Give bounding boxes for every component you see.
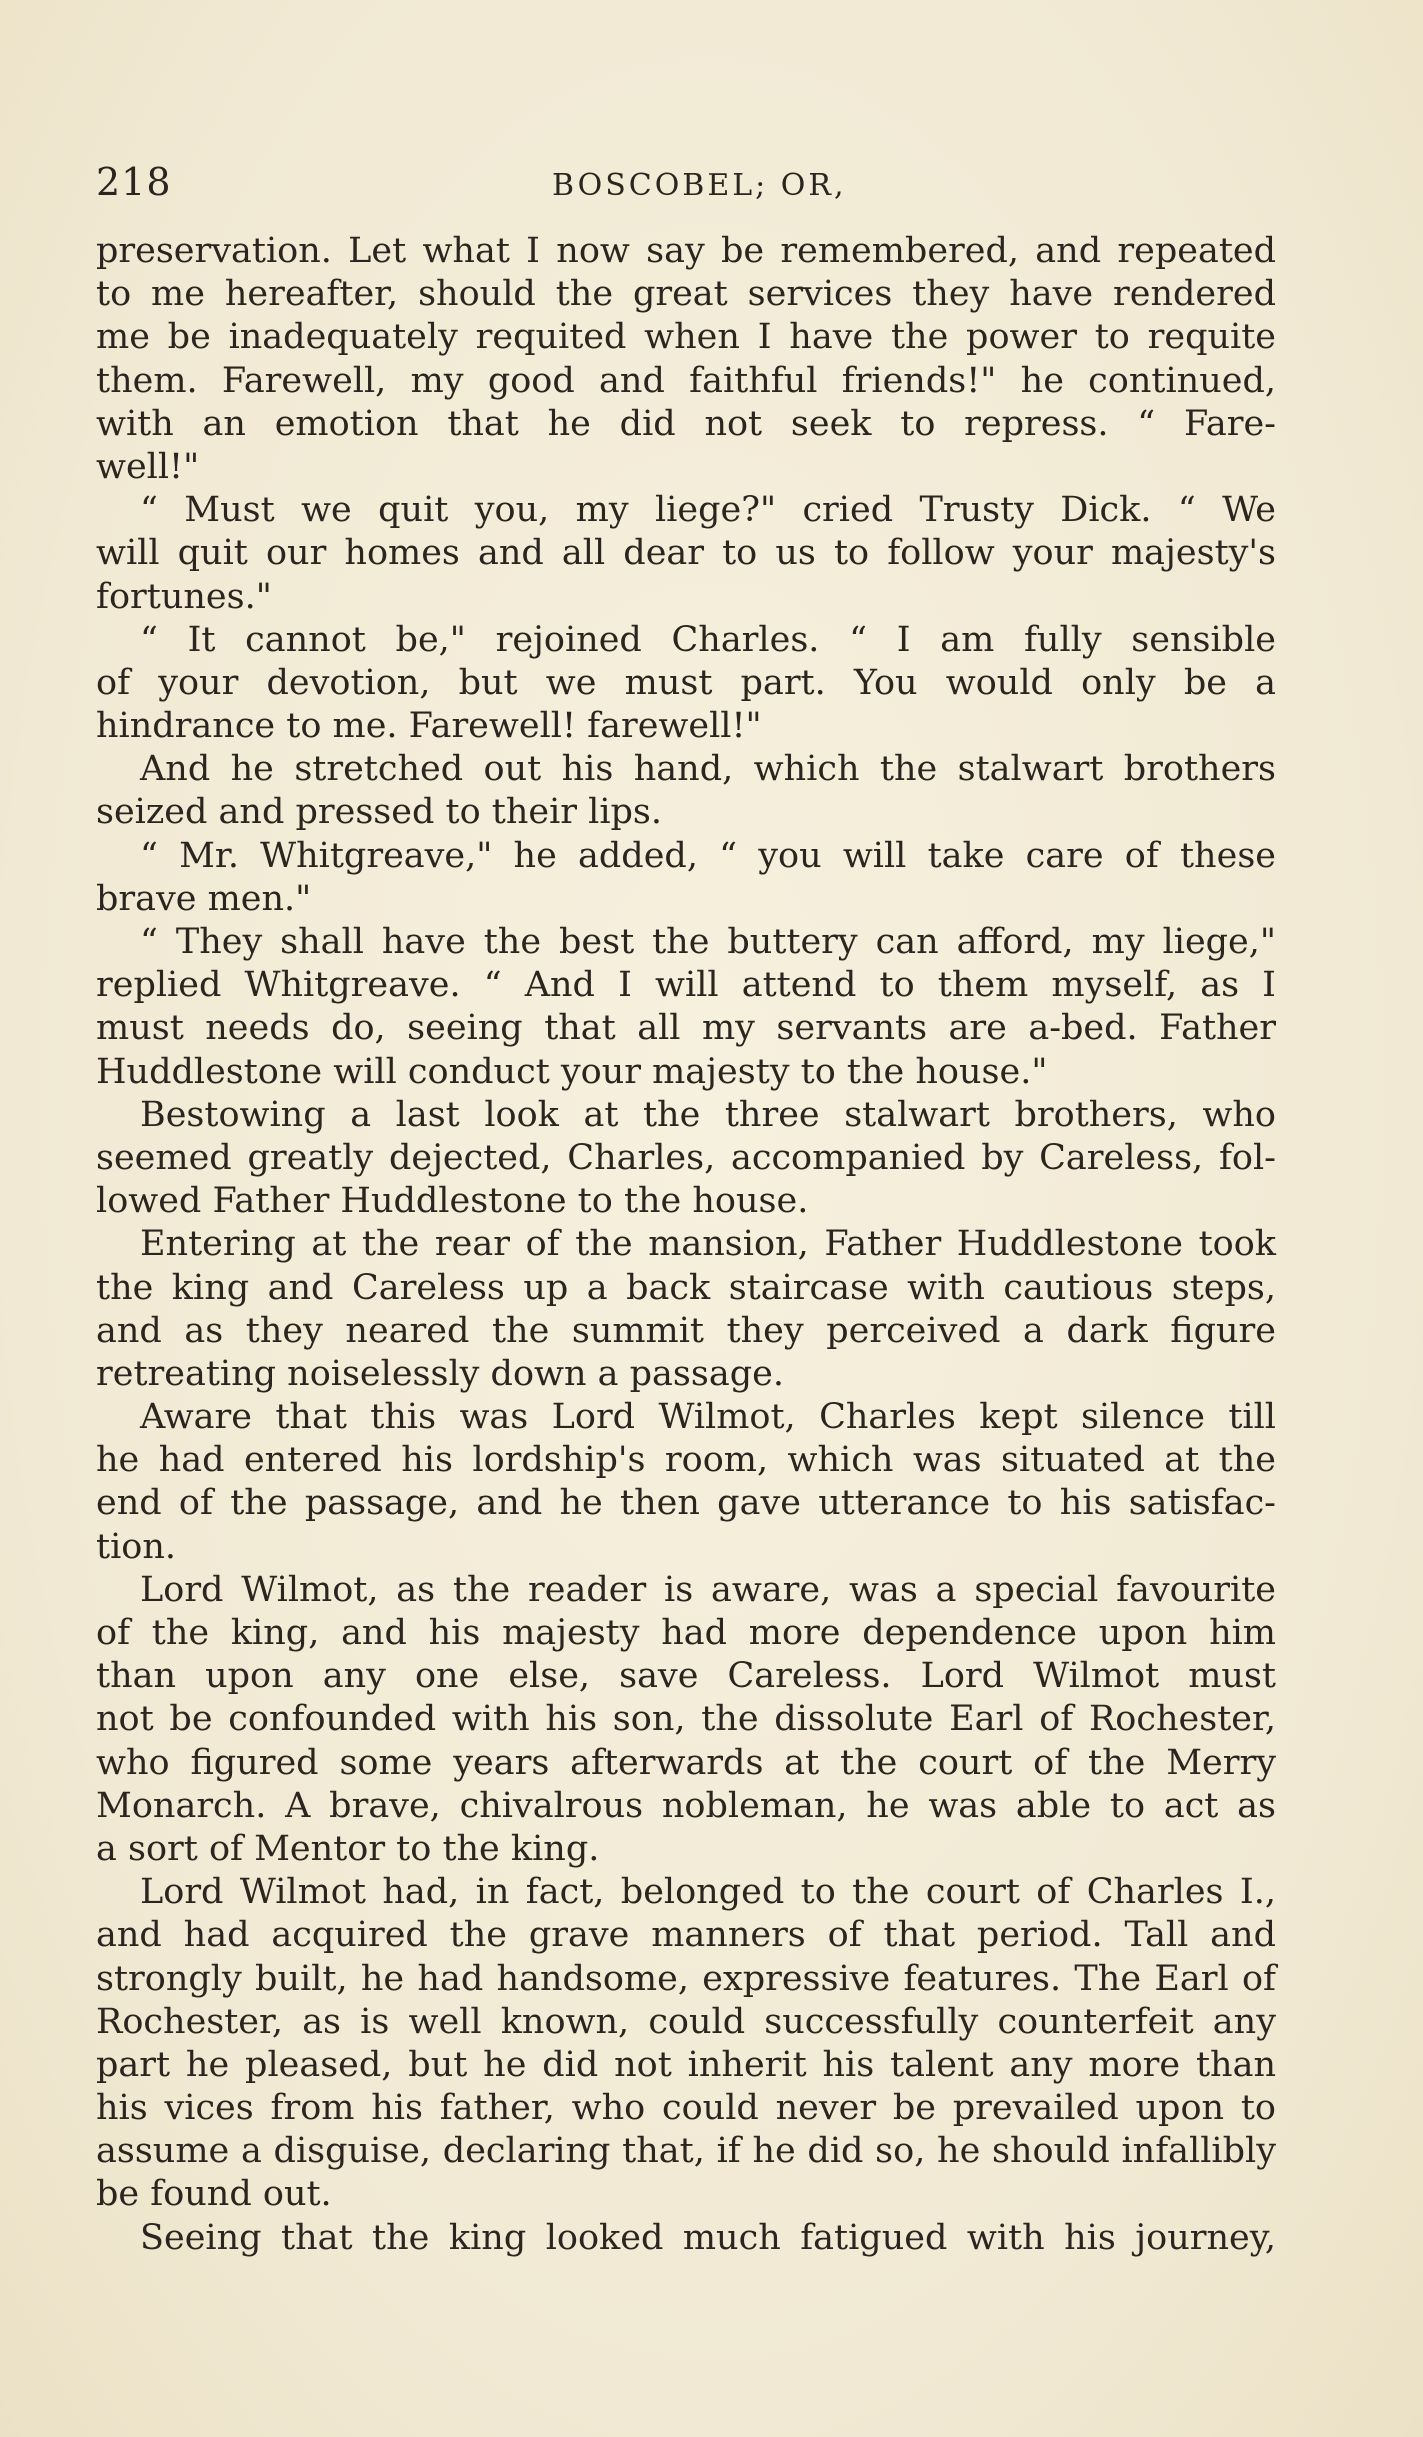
text-line: preservation. Let what I now say be remembered, and repeated: [96, 231, 1276, 271]
text-line: be found out.: [96, 2174, 332, 2215]
text-line: seized and pressed to their lips.: [96, 792, 663, 833]
text-line: assume a disguise, declaring that, if he did so, he should infallibly: [96, 2131, 1276, 2172]
text-line: “ Mr. Whitgreave," he added, “ you will take care of these: [140, 835, 1276, 876]
text-line: to me hereafter, should the great services they have rendered: [96, 274, 1276, 315]
text-line: “ They shall have the best the buttery can afford, my liege,": [140, 922, 1276, 962]
text-line: Entering at the rear of the mansion, Father Huddlestone took: [140, 1224, 1276, 1265]
text-line: Lord Wilmot had, in fact, belonged to the court of Charles I.,: [140, 1872, 1276, 1913]
text-line: the king and Careless up a back staircase with cautious steps,: [96, 1267, 1276, 1308]
text-line: seemed greatly dejected, Charles, accompanied by Careless, fol-: [96, 1137, 1276, 1178]
text-line: Monarch. A brave, chivalrous nobleman, he was able to act as: [96, 1785, 1276, 1826]
text-line: tion.: [96, 1526, 176, 1567]
text-line: Lord Wilmot, as the reader is aware, was a special favourite: [140, 1569, 1276, 1610]
text-line: Huddlestone will conduct your majesty to the house.": [96, 1051, 1048, 1092]
text-line: replied Whitgreave. “ And I will attend to them myself, as I: [96, 965, 1276, 1006]
text-line: lowed Father Huddlestone to the house.: [96, 1181, 809, 1222]
text-line: of the king, and his majesty had more dependence upon him: [96, 1613, 1276, 1653]
text-line: must needs do, seeing that all my servants are a-bed. Father: [96, 1008, 1276, 1049]
text-line: “ It cannot be," rejoined Charles. “ I am fully sensible: [140, 619, 1276, 660]
text-line: me be inadequately requited when I have the power to requite: [96, 317, 1276, 358]
text-line: and as they neared the summit they perceived a dark figure: [96, 1310, 1276, 1351]
text-line: Seeing that the king looked much fatigued with his journey,: [140, 2217, 1276, 2258]
text-line: of your devotion, but we must part. You would only be a: [96, 662, 1276, 703]
text-line: he had entered his lordship's room, which was situated at the: [96, 1440, 1276, 1481]
text-line: Aware that this was Lord Wilmot, Charles kept silence till: [140, 1397, 1276, 1438]
text-line: brave men.": [96, 878, 312, 919]
page-header: [96, 160, 1276, 210]
text-line: end of the passage, and he then gave utterance to his satisfac-: [96, 1483, 1276, 1524]
text-line: And he stretched out his hand, which the stalwart brothers: [140, 749, 1276, 790]
text-line: strongly built, he had handsome, expressive features. The Earl of: [96, 1958, 1276, 1999]
text-line: and had acquired the grave manners of that period. Tall and: [96, 1915, 1276, 1956]
running-head: BOSCOBEL; OR,: [552, 168, 847, 203]
text-line: will quit our homes and all dear to us to follow your majesty's: [96, 533, 1276, 574]
text-line: not be confounded with his son, the dissolute Earl of Rochester,: [96, 1699, 1276, 1740]
text-line: Bestowing a last look at the three stalwart brothers, who: [140, 1094, 1276, 1135]
text-line: them. Farewell, my good and faithful friends!" he continued,: [96, 360, 1276, 401]
text-line: Rochester, as is well known, could successfully counterfeit any: [96, 2001, 1276, 2042]
text-line: who figured some years afterwards at the court of the Merry: [96, 1742, 1276, 1783]
text-line: fortunes.": [96, 576, 272, 617]
text-line: a sort of Mentor to the king.: [96, 1828, 600, 1869]
text-line: part he pleased, but he did not inherit his talent any more than: [96, 2044, 1276, 2085]
text-line: retreating noiselessly down a passage.: [96, 1353, 784, 1394]
text-line: with an emotion that he did not seek to repress. “ Fare-: [96, 403, 1276, 444]
text-line: than upon any one else, save Careless. Lord Wilmot must: [96, 1656, 1276, 1697]
text-line: hindrance to me. Farewell! farewell!": [96, 706, 762, 747]
text-line: his vices from his father, who could never be prevailed upon to: [96, 2088, 1276, 2129]
text-line: well!": [96, 446, 200, 487]
body-text: [96, 230, 1276, 2260]
page-number: 218: [96, 160, 172, 204]
text-line: “ Must we quit you, my liege?" cried Trusty Dick. “ We: [140, 490, 1276, 531]
